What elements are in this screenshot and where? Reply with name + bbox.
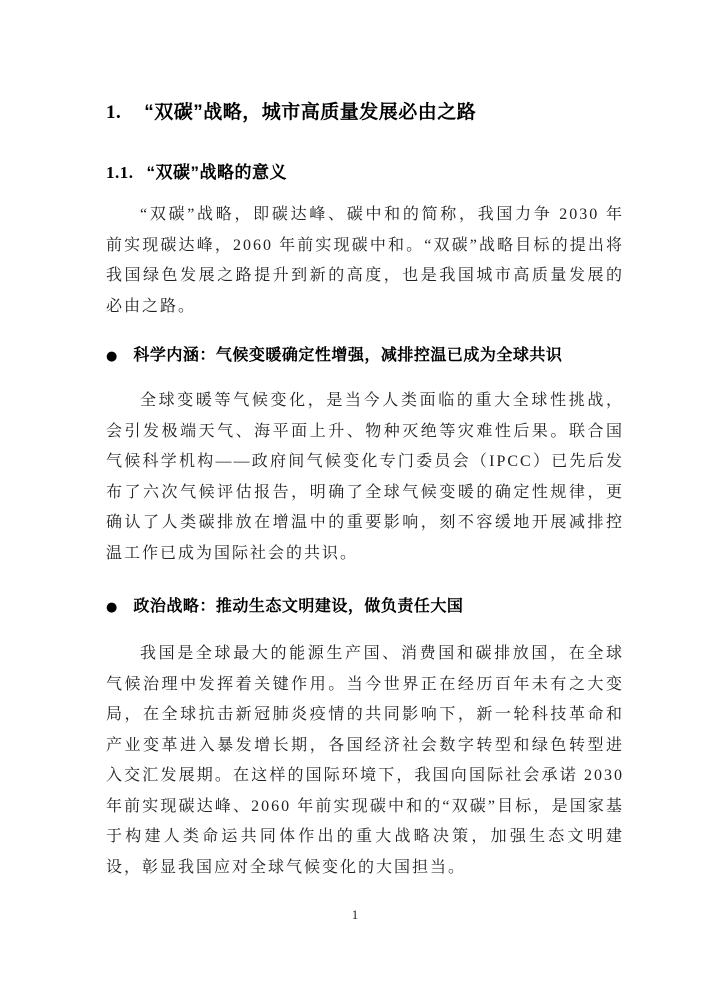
section-heading-level-1 xyxy=(106,100,624,125)
bullet-item-science xyxy=(106,344,624,368)
bullet-heading-politics: 政治战略：推动生态文明建设，做负责任大国 xyxy=(133,598,464,615)
paragraph-political-strategy: 我国是全球最大的能源生产国、消费国和碳排放国，在全球气候治理中发挥着关键作用。当今世界正在经历百年未有之大变局，在全球抗击新冠肺炎疫情的共同影响下，新一轮科技革命和产业变革进入暴发增长期，各国经济社会数字转型和绿色转型进入交汇发展期。在这样的国际环境下，我国向国际社会承诺 2030 年前实现碳达峰、2060 年前实现碳中和的“双碳”目标，是国家基于构建人类命运共同体作出的重大战略决策，加强生态文明建设，彰显我国应对全球气候变化的大国担当。 xyxy=(106,645,624,876)
section-heading-level-2 xyxy=(106,161,624,185)
page-number: 1 xyxy=(351,908,359,922)
paragraph-climate-science: 全球变暖等气候变化，是当今人类面临的重大全球性挑战，会引发极端天气、海平面上升、物种灭绝等灾难性后果。联合国气候科学机构——政府间气候变化专门委员会（IPCC）已先后发布了六次气候评估报告，明确了全球气候变暖的确定性规律，更确认了人类碳排放在增温中的重要影响，刻不容缓地开展减排控温工作已成为国际社会的共识。 xyxy=(106,392,624,562)
paragraph-dual-carbon-intro: “双碳”战略，即碳达峰、碳中和的简称，我国力争 2030 年前实现碳达峰，2060 年前实现碳中和。“双碳”战略目标的提出将我国绿色发展之路提升到新的高度，也是我国城市高质量发展的必由之路。 xyxy=(106,206,624,315)
heading2-text: “双碳”战略的意义 xyxy=(146,163,287,182)
page-content xyxy=(106,0,624,883)
bullet-icon: ● xyxy=(106,599,118,615)
heading2-number: 1.1. xyxy=(106,163,134,182)
bullet-icon: ● xyxy=(106,348,118,364)
heading1-text: “双碳”战略，城市高质量发展必由之路 xyxy=(144,102,477,123)
bullet-heading-science: 科学内涵：气候变暖确定性增强，减排控温已成为全球共识 xyxy=(133,347,563,364)
bullet-item-politics xyxy=(106,595,624,619)
heading1-number: 1. xyxy=(106,102,122,123)
